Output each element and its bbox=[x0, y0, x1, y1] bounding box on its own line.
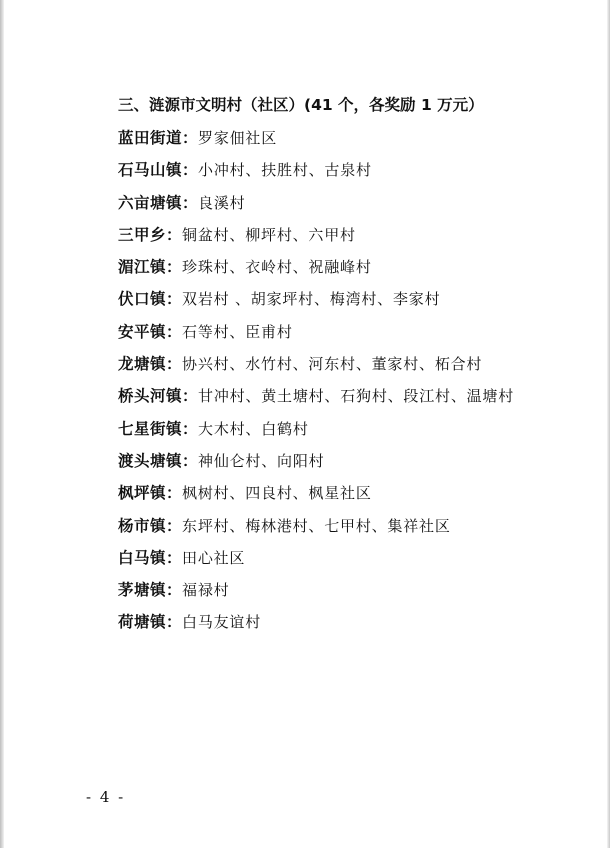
village-list: 罗家佃社区 bbox=[198, 129, 278, 147]
village-list: 铜盆村、柳坪村、六甲村 bbox=[182, 225, 356, 244]
town-name: 桥头河镇： bbox=[118, 387, 199, 406]
town-entry bbox=[118, 283, 588, 315]
town-name: 白马镇： bbox=[118, 548, 183, 567]
town-name: 枫坪镇： bbox=[118, 484, 183, 503]
town-name: 湄江镇： bbox=[118, 258, 183, 277]
town-entry bbox=[118, 348, 588, 380]
village-list: 良溪村 bbox=[198, 193, 246, 212]
village-list: 双岩村 、胡家坪村、梅湾村、李家村 bbox=[182, 290, 441, 309]
town-entry bbox=[118, 187, 588, 219]
town-name: 茅塘镇： bbox=[118, 581, 183, 600]
town-name: 石马山镇： bbox=[118, 161, 199, 180]
town-entry bbox=[118, 413, 588, 445]
town-name: 七星街镇： bbox=[118, 419, 199, 438]
town-name: 安平镇： bbox=[118, 322, 183, 341]
village-list: 东坪村、梅林港村、七甲村、集祥社区 bbox=[182, 516, 451, 535]
village-list: 福禄村 bbox=[182, 581, 230, 600]
town-name: 荷塘镇： bbox=[118, 613, 183, 632]
town-entry bbox=[118, 316, 588, 348]
village-list: 田心社区 bbox=[182, 548, 246, 567]
town-name: 杨市镇： bbox=[118, 516, 183, 535]
town-name: 六亩塘镇： bbox=[118, 193, 199, 212]
page-edge-left bbox=[0, 0, 4, 848]
village-list: 甘冲村、黄土塘村、石狗村、段江村、温塘村 bbox=[198, 387, 515, 406]
town-entry bbox=[118, 122, 588, 154]
town-name: 龙塘镇： bbox=[118, 355, 183, 374]
town-entry bbox=[118, 219, 588, 251]
section-heading: 三、涟源市文明村（社区）(41 个，各奖励 1 万元） bbox=[118, 96, 484, 114]
page-number: - 4 - bbox=[86, 788, 126, 806]
town-entry bbox=[118, 154, 588, 186]
village-list: 石等村、臣甫村 bbox=[182, 322, 293, 341]
town-name: 伏口镇： bbox=[118, 290, 183, 309]
document-body bbox=[118, 90, 588, 639]
village-list: 协兴村、水竹村、河东村、董家村、柘合村 bbox=[182, 355, 483, 374]
town-entry bbox=[118, 445, 588, 477]
village-list: 枫树村、四良村、枫星社区 bbox=[182, 484, 372, 503]
town-village-list bbox=[118, 122, 588, 639]
town-entry bbox=[118, 542, 588, 574]
village-list: 珍珠村、衣岭村、祝融峰村 bbox=[182, 258, 372, 277]
village-list: 神仙仑村、向阳村 bbox=[198, 451, 325, 470]
town-name: 三甲乡： bbox=[118, 225, 183, 244]
town-entry bbox=[118, 510, 588, 542]
town-entry bbox=[118, 251, 588, 283]
village-list: 白马友谊村 bbox=[182, 613, 262, 632]
town-name: 渡头塘镇： bbox=[118, 451, 199, 470]
village-list: 大木村、白鹤村 bbox=[198, 419, 309, 438]
village-list: 小冲村、扶胜村、古泉村 bbox=[198, 161, 372, 180]
town-entry bbox=[118, 380, 588, 412]
town-entry bbox=[118, 574, 588, 606]
town-name: 蓝田街道： bbox=[118, 129, 199, 147]
town-entry bbox=[118, 606, 588, 638]
town-entry bbox=[118, 477, 588, 509]
